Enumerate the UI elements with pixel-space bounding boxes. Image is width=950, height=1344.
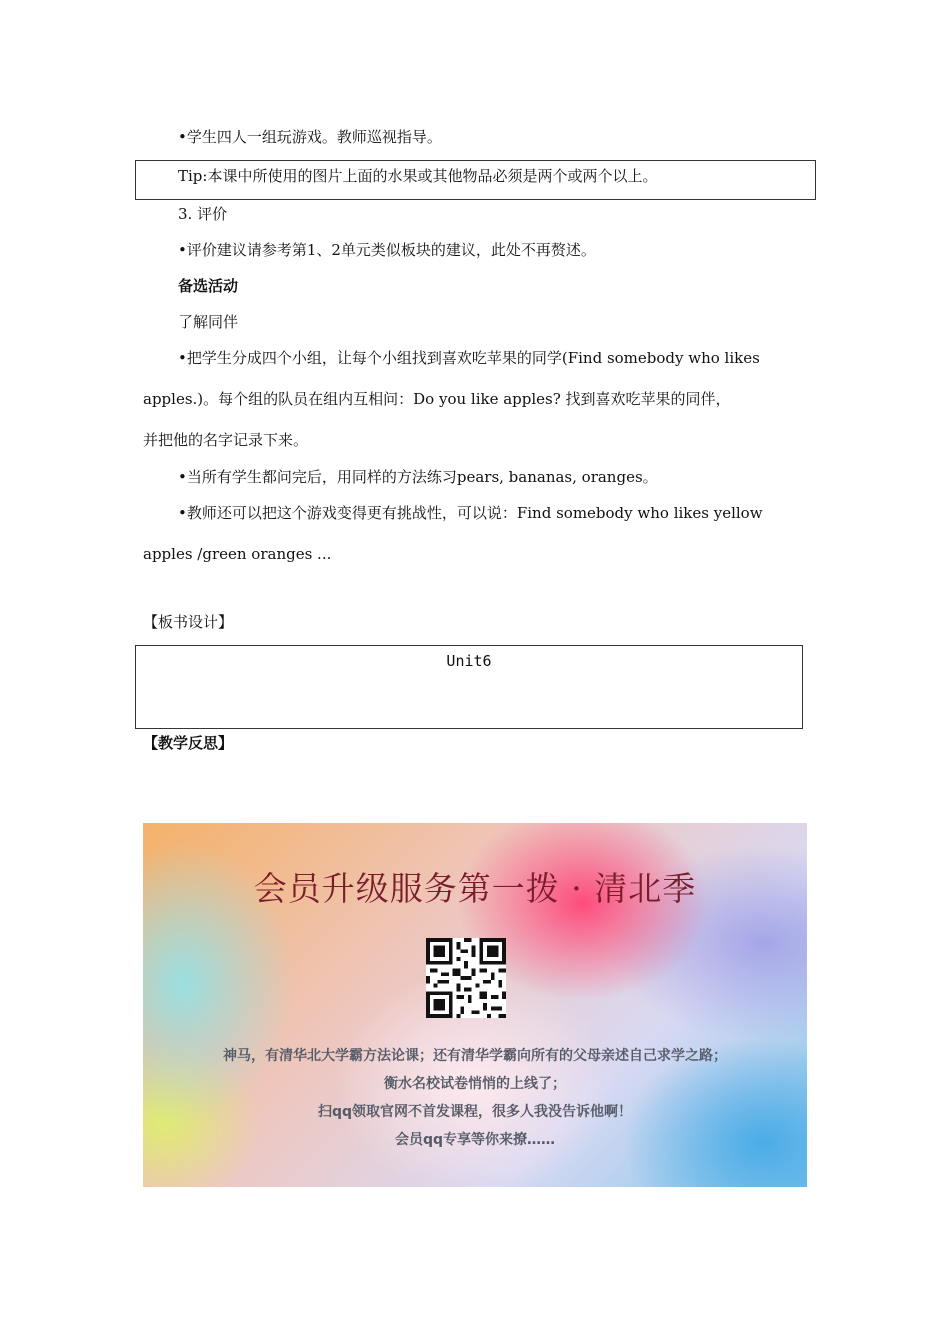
board-design-box (135, 645, 803, 729)
board-title: Unit6 (446, 652, 492, 670)
paragraph-evaluation: •评价建议请参考第1、2单元类似板块的建议，此处不再赘述。 (178, 241, 596, 259)
tip-box (135, 160, 816, 200)
promo-banner (143, 823, 807, 1187)
paragraph-challenge-line2: apples /green oranges ... (143, 545, 332, 563)
section-evaluation: 3. 评价 (178, 205, 228, 223)
paragraph-find-line3: 并把他的名字记录下来。 (143, 431, 309, 449)
paragraph-find-line1: •把学生分成四个小组，让每个小组找到喜欢吃苹果的同学(Find somebody who likes (178, 349, 760, 367)
paragraph-find-line2: apples.)。每个组的队员在组内互相问：Do you like apples? 找到喜欢吃苹果的同伴， (143, 390, 731, 408)
banner-line-4: 会员qq专享等你来撩…… (394, 1132, 556, 1148)
paragraph-group-game: •学生四人一组玩游戏。教师巡视指导。 (178, 128, 442, 146)
alt-activity-heading: 备选活动 (178, 277, 239, 295)
qr-code-icon (426, 938, 506, 1018)
banner-line-2: 衡水名校试卷悄悄的上线了； (384, 1076, 566, 1092)
tip-text: Tip:本课中所使用的图片上面的水果或其他物品必须是两个或两个以上。 (178, 167, 658, 185)
banner-line-1: 神马，有清华北大学霸方法论课；还有清华学霸向所有的父母亲述自己求学之路； (223, 1048, 727, 1064)
paragraph-practice: •当所有学生都问完后，用同样的方法练习pears, bananas, oranges。 (178, 468, 658, 486)
banner-title: 会员升级服务第一拨 · 清北季 (253, 869, 697, 908)
paragraph-challenge-line1: •教师还可以把这个游戏变得更有挑战性，可以说：Find somebody who likes yellow (178, 504, 763, 522)
board-design-heading: 【板书设计】 (143, 613, 234, 631)
banner-line-3: 扫qq领取官网不首发课程，很多人我没告诉他啊！ (317, 1104, 633, 1120)
reflection-heading: 【教学反思】 (143, 734, 234, 752)
alt-activity-subheading: 了解同伴 (178, 313, 239, 331)
